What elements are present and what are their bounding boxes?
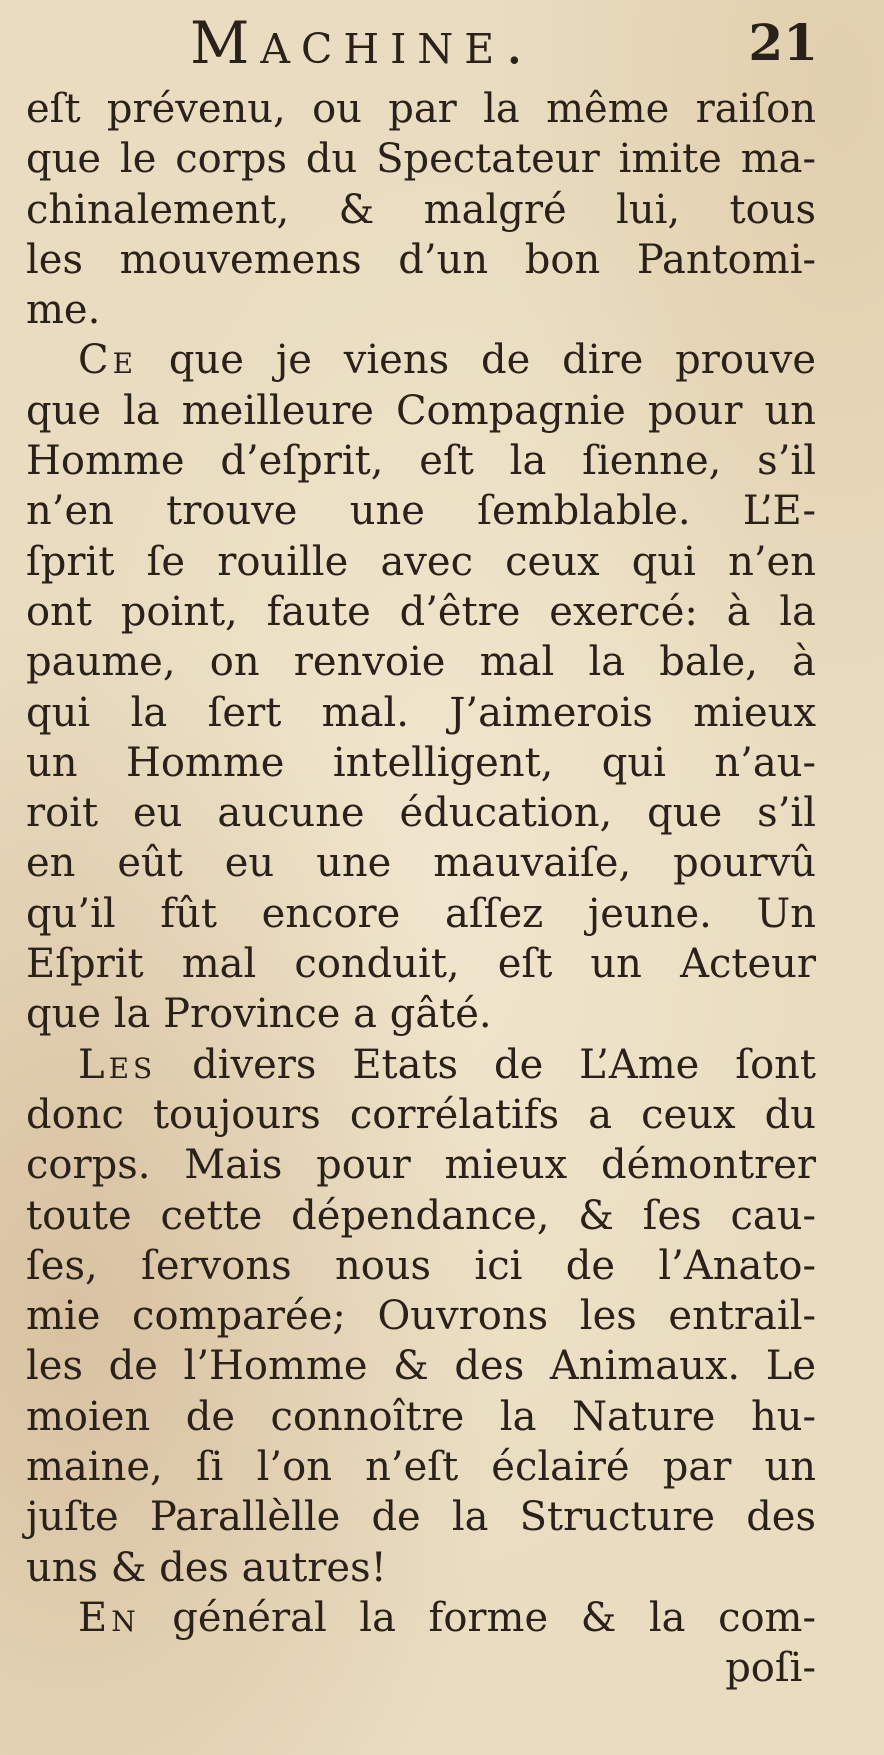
text-line (26, 386, 816, 436)
line-text: divers Etats de L’Ame ſont (156, 1041, 816, 1088)
line-text: eſt prévenu, ou par la même raiſon (26, 86, 816, 132)
text-line (26, 1492, 816, 1542)
line-text: que la Province a gâté. (26, 991, 492, 1038)
line-text: paume, on renvoie mal la bale, à (26, 639, 816, 686)
text-line (26, 738, 816, 788)
text-line (26, 838, 816, 888)
text-line (26, 436, 816, 486)
text-line (26, 486, 816, 536)
text-line (26, 637, 816, 687)
line-text: ont point, faute d’être exercé: à la (26, 588, 816, 635)
text-line (26, 537, 816, 587)
body-text (26, 84, 816, 1694)
line-text: corps. Mais pour mieux démontrer (26, 1142, 816, 1189)
text-line (26, 1543, 816, 1593)
line-text: en eût eu une mauvaiſe, pourvû (26, 840, 816, 887)
paragraph-lead: En (78, 1594, 140, 1641)
line-text: roit eu aucune éducation, que s’il (26, 790, 816, 837)
line-text: me. (26, 287, 101, 334)
line-text: moien de connoître la Nature hu- (26, 1393, 816, 1440)
text-line (26, 235, 816, 285)
line-text: juſte Parallèlle de la Structure des (26, 1494, 816, 1541)
paragraph-lead: Les (78, 1041, 157, 1088)
text-line (26, 1140, 816, 1190)
text-line (26, 1241, 816, 1291)
running-title: Machine. (190, 9, 535, 77)
text-line (26, 84, 816, 134)
text-line (26, 1291, 816, 1341)
text-line (26, 788, 816, 838)
line-text: Homme d’eſprit, eſt la ſienne, s’il (26, 438, 816, 485)
text-line (26, 1040, 816, 1090)
text-line (26, 939, 816, 989)
text-line (26, 688, 816, 738)
text-line (26, 285, 816, 335)
line-text: que la meilleure Compagnie pour un (26, 387, 816, 434)
line-text: que le corps du Spectateur imite ma- (26, 136, 816, 183)
text-line (26, 587, 816, 637)
line-text: général la forme & la com- (139, 1594, 816, 1641)
text-line (26, 1593, 816, 1643)
line-text: maine, ſi l’on n’eſt éclairé par un (26, 1444, 816, 1491)
text-line (26, 889, 816, 939)
line-text: qui la ſert mal. J’aimerois mieux (26, 689, 816, 736)
line-text: poſi- (725, 1645, 816, 1692)
text-line (26, 1341, 816, 1391)
line-text: Eſprit mal conduit, eſt un Acteur (26, 941, 816, 988)
line-text: qu’il fût encore aſſez jeune. Un (26, 890, 816, 937)
text-line (26, 1442, 816, 1492)
page-header (0, 8, 884, 78)
text-line (26, 1643, 816, 1693)
paragraph-lead: Ce (78, 337, 138, 384)
line-text: un Homme intelligent, qui n’au- (26, 739, 816, 786)
line-text: chinalement, & malgré lui, tous (26, 186, 816, 233)
line-text: donc toujours corrélatifs a ceux du (26, 1091, 816, 1138)
line-text: ſes, ſervons nous ici de l’Anato- (26, 1242, 816, 1289)
line-text: n’en trouve une ſemblable. L’E- (26, 488, 816, 535)
line-text: toute cette dépendance, & ſes cau- (26, 1192, 816, 1239)
text-line (26, 989, 816, 1039)
text-line (26, 1090, 816, 1140)
text-line (26, 185, 816, 235)
line-text: les mouvemens d’un bon Pantomi- (26, 236, 816, 283)
line-text: que je viens de dire prouve (137, 337, 816, 384)
text-line (26, 335, 816, 385)
line-text: mie comparée; Ouvrons les entrail- (26, 1293, 816, 1340)
line-text: uns & des autres! (26, 1544, 387, 1591)
text-line (26, 1392, 816, 1442)
text-line (26, 1191, 816, 1241)
line-text: les de l’Homme & des Animaux. Le (26, 1343, 816, 1390)
line-text: ſprit ſe rouille avec ceux qui n’en (26, 538, 816, 585)
text-line (26, 134, 816, 184)
page-number: 21 (748, 13, 818, 72)
